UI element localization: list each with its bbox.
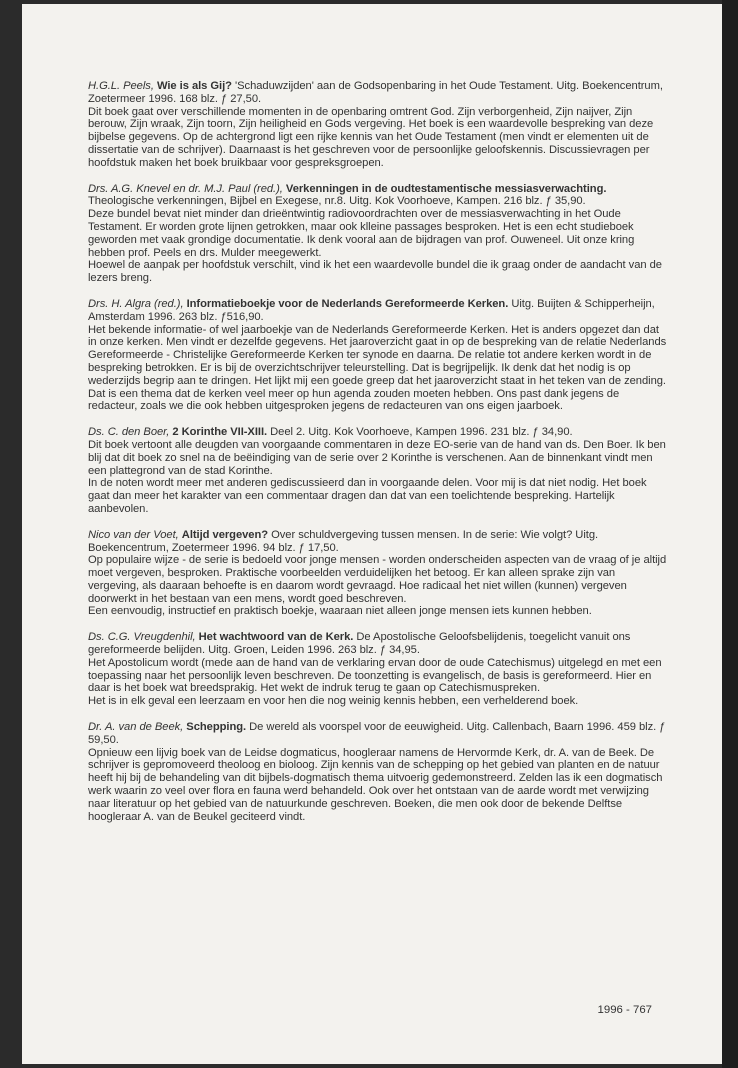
review-publication: Deel 2. Uitg. Kok Voorhoeve, Kampen 1996. 231 blz. ƒ 34,90. (270, 426, 573, 439)
review-author: Drs. A.G. Knevel en dr. M.J. Paul (red.), (88, 182, 283, 195)
review-heading (88, 631, 668, 657)
book-review (88, 631, 668, 708)
review-paragraph: In de noten wordt meer met anderen gediscussieerd dan in voorgaande delen. Voor mij is dat niet nodig. Het boek gaat dan meer het karakter van een commentaar dragen dan dat van een toelichtende bespreking. Hartelijk aanbevolen. (88, 477, 647, 515)
review-paragraph: Hoewel de aanpak per hoofdstuk verschilt, vind ik het een waardevolle bundel die ik graag onder de aandacht van de lezers breng. (88, 259, 662, 285)
review-heading (88, 298, 668, 324)
review-author: Dr. A. van de Beek, (88, 721, 184, 734)
review-publication: Uitg. Buijten & Schipperheijn, Amsterdam 1996. 263 blz. ƒ516,90. (88, 297, 655, 323)
review-paragraph: Dit boek vertoont alle deugden van voorgaande commentaren in deze EO-serie van de hand van ds. Den Boer. Ik ben blij dat dit boek zo snel na de beëindiging van de serie over 2 Korinthe is verschenen. Aan de binnenkant vindt men een plattegrond van de stad Korinthe. (88, 438, 666, 477)
review-book-title: Het wachtwoord van de Kerk. (198, 631, 354, 644)
review-paragraph: Dit boek gaat over verschillende momenten in de openbaring omtrent God. Zijn verborgenheid, Zijn naijver, Zijn berouw, Zijn wraak, Zijn toorn, Zijn heiligheid en Gods vergeving. Het boek is een waardevolle bespreking van deze bijbelse gegevens. Op de achtergrond ligt een rijke kennis van het Oude Testament (men vindt er elementen uit de dissertatie van de schrijver). Daarnaast is het geschreven voor de persoonlijke geloofskennis. Discussievragen per hoofdstuk maken het boek bruikbaar voor gespreksgroepen. (88, 105, 654, 169)
review-book-title: Informatieboekje voor de Nederlands Gereformeerde Kerken. (186, 297, 509, 310)
book-review (88, 298, 668, 413)
review-paragraph: Het bekende informatie- of wel jaarboekje van de Nederlands Gereformeerde Kerken. Het is anders opgezet dan dat in onze kerken. Men vindt er dezelfde gegevens. Het jaaroverzicht gaat in op de bespreking van de relatie Nederlands Gereformeerde - Christelijke Gereformeerde Kerken ter synode en daarna. De relatie tot andere kerken wordt in de bespreking betrokken. Er is bij de overzichtschrijver teleurstelling. Dat is begrijpelijk. Ik denk dat het nodig is op wederzijds begrip aan te dringen. Het lijkt mij een goede greep dat het jaaroverzicht staat in het teken van de zending. Dat is een thema dat de kerken veel meer op hun agenda zouden moeten hebben. Ons past dank jegens de redacteur, zoals we die ook hebben uitgesproken jegens de redacteuren van ons eigen jaarboek. (88, 323, 667, 413)
book-review (88, 529, 668, 619)
review-book-title: 2 Korinthe VII-XIII. (172, 426, 268, 439)
review-paragraph: Het is in elk geval een leerzaam en voor hen die nog weinig kennis hebben, een verhelderend boek. (88, 695, 579, 708)
review-author: Drs. H. Algra (red.), (88, 297, 184, 310)
book-review (88, 426, 668, 516)
review-list (88, 80, 668, 836)
book-review (88, 721, 668, 823)
review-paragraph: Op populaire wijze - de serie is bedoeld voor jonge mensen - worden onderscheiden aspecten van de vraag of je altijd moet vergeven, besproken. Praktische voorbeelden verduidelijken het betoog. Er kan alleen sprake zijn van vergeving, als daaraan behoefte is en daarom wordt gevraagd. Hoe radicaal het niet willen (kunnen) vergeven doorwerkt in het bestaan van een mens, wordt goed beschreven. (88, 554, 667, 605)
document-page (22, 4, 722, 1064)
review-publication: Theologische verkenningen, Bijbel en Exegese, nr.8. Uitg. Kok Voorhoeve, Kampen. 216 blz. ƒ 35,90. (88, 195, 586, 208)
review-heading (88, 529, 668, 555)
review-paragraph: Deze bundel bevat niet minder dan drieëntwintig radiovoordrachten over de messiasverwachting in het Oude Testament. Er worden grote lijnen getrokken, maar ook klleine passages besproken. Het is een echt studieboek geworden met vaak grondige documentatie. Ik denk vooral aan de bijdragen van prof. Ouweneel. Uit onze kring hebben prof. Peels en drs. Mulder meegewerkt. (88, 208, 635, 259)
page-number: 1996 - 767 (597, 1004, 652, 1016)
review-heading (88, 426, 668, 439)
review-heading (88, 721, 668, 747)
review-paragraph: Een eenvoudig, instructief en praktisch boekje, waaraan niet alleen jonge mensen iets kunnen hebben. (88, 605, 592, 618)
review-author: Ds. C. den Boer, (88, 426, 170, 439)
review-publication: De wereld als voorspel voor de eeuwigheid. Uitg. Callenbach, Baarn 1996. 459 blz. ƒ 59,50. (88, 721, 666, 746)
review-author: Ds. C.G. Vreugdenhil, (88, 631, 196, 644)
review-heading (88, 80, 668, 106)
review-book-title: Altijd vergeven? (181, 528, 269, 541)
review-publication: Over schuldvergeving tussen mensen. In de serie: Wie volgt? Uitg. Boekencentrum, Zoetermeer 1996. 94 blz. ƒ 17,50. (88, 528, 599, 554)
review-book-title: Schepping. (186, 721, 247, 734)
review-publication: 'Schaduwzijden' aan de Godsopenbaring in het Oude Testament. Uitg. Boekencentrum, Zoetermeer 1996. 168 blz. ƒ 27,50. (88, 80, 663, 105)
book-review (88, 80, 668, 170)
review-book-title: Wie is als Gij? (156, 80, 232, 92)
review-heading (88, 183, 668, 209)
review-publication: De Apostolische Geloofsbelijdenis, toegelicht vanuit ons gereformeerde belijden. Uitg. Groen, Leiden 1996. 263 blz. ƒ 34,95. (88, 631, 631, 657)
review-book-title: Verkenningen in de oudtestamentische messiasverwachting. (285, 182, 607, 195)
review-paragraph: Opnieuw een lijvig boek van de Leidse dogmaticus, hoogleraar namens de Hervormde Kerk, dr. A. van de Beek. De schrijver is gepromoveerd theoloog en bioloog. Zijn kennis van de schepping op het gebied van planten en de natuur heeft hij bij de behandeling van dit bijbels-dogmatisch thema uitvoerig gedemonstreerd. Zelden las ik een dogmatisch werk waarin zo veel over flora en fauna werd behandeld. Ook over het ontstaan van de aarde wordt met verwijzing naar literatuur op het gebied van de natuurkunde geschreven. Boeken, die men ook door de bekende Delftse hoogleraar A. van de Beukel geciteerd vindt. (88, 746, 663, 823)
scan-edge-shadow (722, 0, 738, 1068)
review-paragraph: Het Apostolicum wordt (mede aan de hand van de verklaring ervan door de oude Catechismus) uitgelegd en met een toepassing naar het persoonlijk leven beschreven. De toonzetting is evangelisch, de basis is gereformeerd. Hier en daar is het boek wat breedsprakig. Het wekt de indruk terug te gaan op Catechismuspreken. (88, 656, 662, 695)
review-author: H.G.L. Peels, (88, 80, 154, 92)
book-review (88, 183, 668, 285)
review-author: Nico van der Voet, (88, 528, 179, 541)
